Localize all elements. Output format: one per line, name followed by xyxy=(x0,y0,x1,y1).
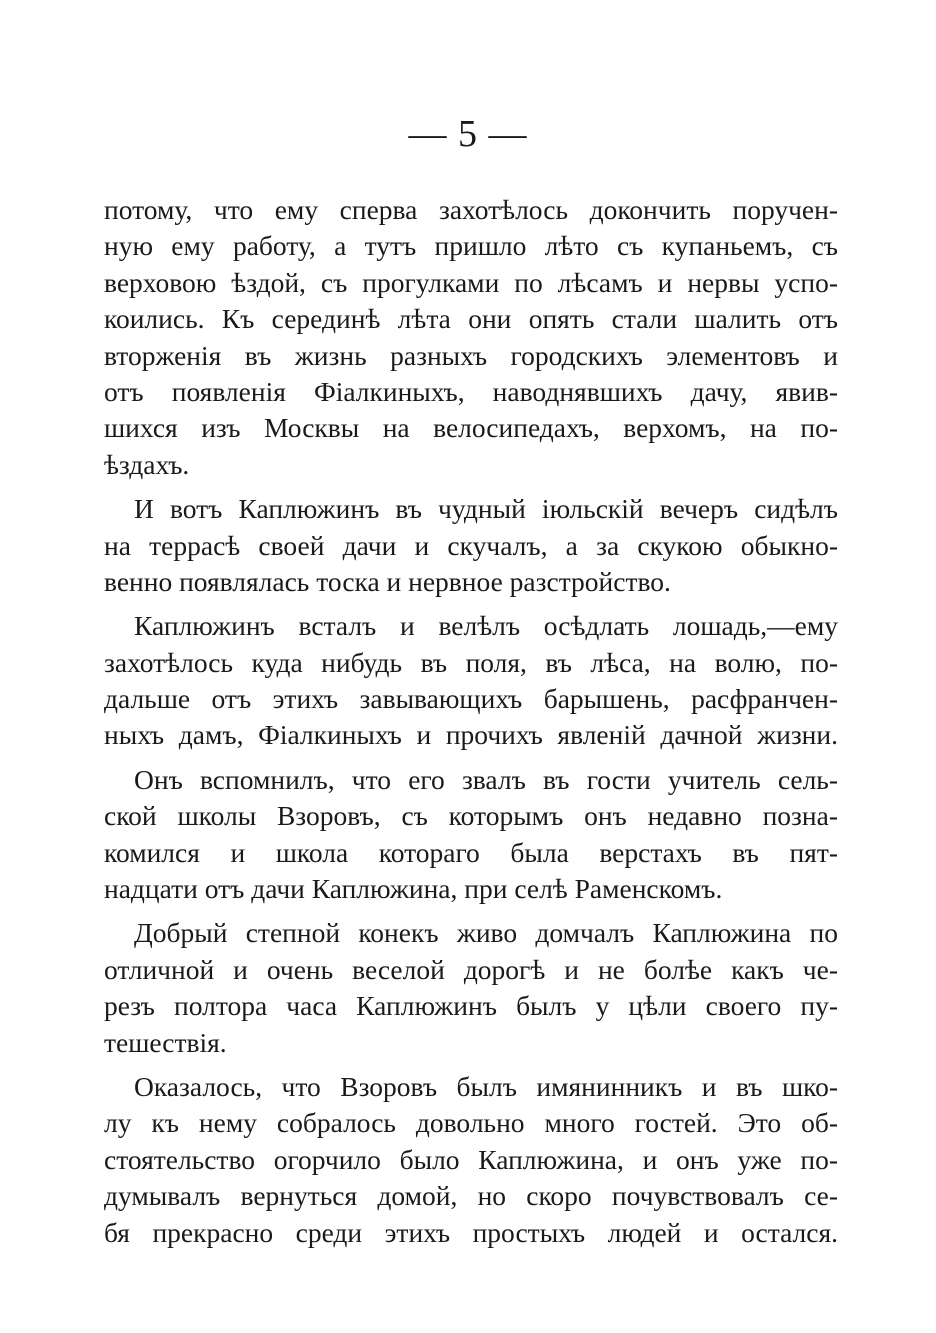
text-line: верховою ѣздой, съ прогулками по лѣсамъ и нервы успо- xyxy=(104,266,838,298)
text-line: надцати отъ дачи Каплюжина, при селѣ Раменскомъ. xyxy=(104,873,723,905)
paragraph xyxy=(104,608,838,754)
paragraph xyxy=(104,762,838,908)
text-line: И вотъ Каплюжинъ въ чудный іюльскій вечеръ сидѣлъ xyxy=(134,493,838,525)
paragraph xyxy=(104,192,838,483)
text-line: потому, что ему сперва захотѣлось докончить поручен- xyxy=(104,194,838,225)
text-line: отличной и очень веселой дорогѣ и не болѣе какъ че- xyxy=(104,953,838,985)
text-line: на террасѣ своей дачи и скучалъ, а за скукою обыкно- xyxy=(104,529,838,561)
text-line: венно появлялась тоска и нервное разстройство. xyxy=(104,565,671,597)
paragraph xyxy=(104,915,838,1061)
text-line: комился и школа котораго была верстахъ въ пят- xyxy=(104,836,838,868)
text-line: ѣздахъ. xyxy=(104,448,190,480)
text-line: тешествія. xyxy=(104,1026,227,1058)
text-line: Онъ вспомнилъ, что его звалъ въ гости учитель сель- xyxy=(134,763,838,795)
text-line: думывалъ вернуться домой, но скоро почувствовалъ се- xyxy=(104,1180,838,1212)
text-line: Каплюжинъ всталъ и велѣлъ осѣдлать лошадь,—ему xyxy=(134,610,838,642)
text-line: Добрый степной конекъ живо домчалъ Каплюжина по xyxy=(134,917,838,949)
text-line: лу къ нему собралось довольно много гостей. Это об- xyxy=(104,1107,838,1139)
text-line: коились. Къ серединѣ лѣта они опять стали шалить отъ xyxy=(104,303,838,335)
text-line: отъ появленія Фіалкиныхъ, наводнявшихъ дачу, явив- xyxy=(104,375,838,407)
text-line: Оказалось, что Взоровъ былъ имянинникъ и въ шко- xyxy=(134,1070,838,1102)
text-line: стоятельство огорчило было Каплюжина, и онъ уже по- xyxy=(104,1143,838,1175)
paragraph xyxy=(104,1069,838,1251)
paragraph xyxy=(104,491,838,600)
text-line: шихся изъ Москвы на велосипедахъ, верхомъ, на по- xyxy=(104,412,838,444)
text-line: ную ему работу, а тутъ пришло лѣто съ купаньемъ, съ xyxy=(104,230,838,262)
text-line: ской школы Взоровъ, съ которымъ онъ недавно позна- xyxy=(104,800,838,832)
text-line: резъ полтора часа Каплюжинъ былъ у цѣли своего пу- xyxy=(104,990,838,1022)
text-line: дальше отъ этихъ завывающихъ барышень, расфранчен- xyxy=(104,683,838,715)
text-line: ныхъ дамъ, Фіалкиныхъ и прочихъ явленій дачной жизни. xyxy=(104,719,838,751)
page-number: — 5 — xyxy=(408,113,528,155)
text-line: захотѣлось куда нибудь въ поля, въ лѣса, на волю, по- xyxy=(104,646,838,678)
page-body xyxy=(104,192,838,1251)
text-line: вторженія въ жизнь разныхъ городскихъ элементовъ и xyxy=(104,339,838,371)
text-line: бя прекрасно среди этихъ простыхъ людей и остался. xyxy=(104,1216,838,1248)
